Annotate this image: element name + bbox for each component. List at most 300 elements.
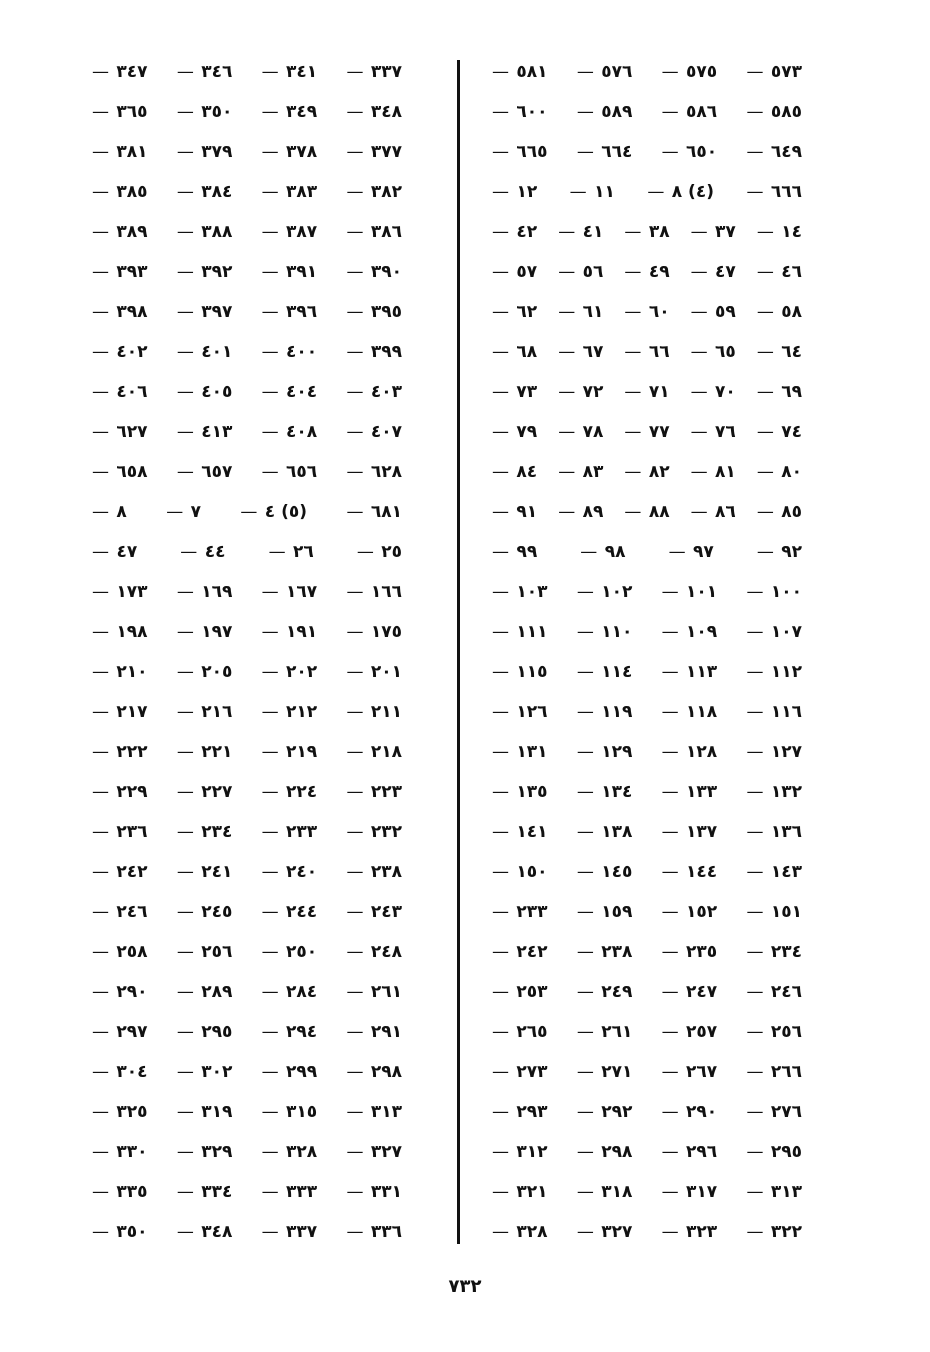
page-reference: ٢٢٢ — [92,732,148,772]
page-reference: ٢٩٠ — [662,1092,718,1132]
page-reference: ٦٨١ — [346,492,402,532]
number-line [492,812,802,852]
page-reference: ١٦٦ — [346,572,402,612]
number-line [92,172,402,212]
page-reference: ١٠٧ — [746,612,802,652]
number-line [92,652,402,692]
page-reference: ٢٤٨ — [346,932,402,972]
page-reference: ٢٤٧ — [662,972,718,1012]
page-reference: ٣٧٨ — [262,132,318,172]
page-reference: ٤٩ — [624,252,669,292]
page-reference: ٣١٣ — [346,1092,402,1132]
page-number: ٧٣٢ [448,1276,482,1297]
page-reference: ٣٤١ — [262,52,318,92]
page-reference: ٢٣٣ — [492,892,548,932]
page-reference: ٩٢ — [757,532,802,572]
page-reference: ٣٨٨ — [177,212,233,252]
page-reference: ٣٣١ — [346,1172,402,1212]
page-reference: ٥٨٦ — [662,92,718,132]
page-reference: ٢٢٩ — [92,772,148,812]
page-reference: ٦٦٦ — [746,172,802,212]
page-reference: ٦٠ — [624,292,669,332]
page-reference: ١٠٠ — [746,572,802,612]
page-reference: ٤٤ — [180,532,225,572]
number-line [92,572,402,612]
page-reference: ٢٥٠ — [262,932,318,972]
page-reference: ٨٠ — [757,452,802,492]
page-reference: ٣٢٢ — [746,1212,802,1252]
page-reference: ٣٢٣ — [662,1212,718,1252]
page-reference: ٤٠٤ — [262,372,318,412]
number-line [492,492,802,532]
page-reference: ٣٩٠ — [346,252,402,292]
page-reference: ٣٨٣ — [262,172,318,212]
number-line [492,612,802,652]
page-reference: ٢٤٢ — [92,852,148,892]
page-reference: ١٤٣ — [746,852,802,892]
page-reference: ٣١٣ — [746,1172,802,1212]
page-reference: ٥٦ — [558,252,603,292]
page-reference: ١٩٨ — [92,612,148,652]
page-reference: ١٥٢ — [662,892,718,932]
page-reference: ٣١٩ — [177,1092,233,1132]
page-reference: ٨٥ — [757,492,802,532]
page-reference: ٥٨٥ — [746,92,802,132]
number-line [492,1172,802,1212]
number-line [92,1052,402,1092]
page-reference: ٧٦ — [691,412,736,452]
page-reference: ٣٤٨ — [346,92,402,132]
page-reference: ١٥٠ — [492,852,548,892]
page-reference: ٢٣٨ — [346,852,402,892]
number-line [92,492,402,532]
page-reference: ٢٥٨ — [92,932,148,972]
left-number-column [92,52,402,1252]
page-reference: ٢٤٣ — [346,892,402,932]
page-reference: ٨٩ — [558,492,603,532]
page-reference: ٣٨٧ — [262,212,318,252]
page-reference: ٢٣٦ — [92,812,148,852]
page-reference: ٤١٣ — [177,412,233,452]
page-reference: ٢٩٩ — [262,1052,318,1092]
page-reference: ٥٧ — [492,252,537,292]
page-reference: ٢٤٦ — [746,972,802,1012]
page-reference: ٥٨٩ — [577,92,633,132]
page-reference: ١١٩ — [577,692,633,732]
page-reference: ١٢ — [492,172,537,212]
page-reference: ١٥١ — [746,892,802,932]
page-reference: ٦٥٨ — [92,452,148,492]
page-reference: ٣٢٧ — [346,1132,402,1172]
page-reference: ٢٢٣ — [346,772,402,812]
page-reference: ٣٩٩ — [346,332,402,372]
page-reference: ٣٨٥ — [92,172,148,212]
page-reference: ١٧٣ — [92,572,148,612]
page-reference: ٦٢٧ — [92,412,148,452]
page-reference: ٢٥٧ — [662,1012,718,1052]
page-reference: ١٦٩ — [177,572,233,612]
page-reference: ٧٤ — [757,412,802,452]
page-reference: ٤٠٥ — [177,372,233,412]
number-line [92,1132,402,1172]
number-line [92,1092,402,1132]
page-reference: ١٢٩ — [577,732,633,772]
page-reference: ٦٤٩ — [746,132,802,172]
page-reference: ٦١ — [558,292,603,332]
page-reference: ٢٢٤ — [262,772,318,812]
page-reference: ٨٤ — [492,452,537,492]
number-line [92,452,402,492]
page-reference: ٨٣ — [558,452,603,492]
number-line [92,692,402,732]
number-line [492,372,802,412]
page-reference: ٢٥٦ — [746,1012,802,1052]
page-reference: ٢٦١ — [577,1012,633,1052]
page-reference: ١٩١ — [262,612,318,652]
page-reference: ٢٥ — [357,532,402,572]
page-reference: ٦٠٠ — [492,92,548,132]
column-divider [457,60,460,1244]
page-reference: ١٣٧ — [662,812,718,852]
page-reference: ٣٤٦ — [177,52,233,92]
page-reference: ٢٧٣ — [492,1052,548,1092]
page-reference: ٦٩ — [757,372,802,412]
page-reference: ٩١ — [492,492,537,532]
page-reference: ٢٨٤ — [262,972,318,1012]
number-line [492,692,802,732]
number-line [92,52,402,92]
page-reference: (٥) ٤ — [240,492,307,532]
number-line [92,532,402,572]
page-reference: ٦٥٠ — [662,132,718,172]
page-reference: ١٣٦ — [746,812,802,852]
page-reference: ٢١٩ — [262,732,318,772]
number-line [492,932,802,972]
page-reference: ٤٦ — [757,252,802,292]
page-reference: ٧٧ — [624,412,669,452]
page-reference: ١٤ — [757,212,802,252]
page-reference: ٢٩٦ — [662,1132,718,1172]
page-reference: ٥٨ — [757,292,802,332]
page-reference: ١٣١ — [492,732,548,772]
page-reference: ٥٨١ — [492,52,548,92]
page-reference: ٣٥٠ — [92,1212,148,1252]
page-reference: ٤٠٦ — [92,372,148,412]
page-reference: ٢٧١ — [577,1052,633,1092]
page-reference: ٢٩٣ — [492,1092,548,1132]
page-reference: ٢٥٦ — [177,932,233,972]
page-reference: ٣٦٥ — [92,92,148,132]
page-reference: ٢٩٤ — [262,1012,318,1052]
page-reference: ٢٦٧ — [662,1052,718,1092]
number-line [92,92,402,132]
number-line [92,612,402,652]
page-reference: ١١٠ — [577,612,633,652]
page-reference: ٢١٦ — [177,692,233,732]
page-reference: ٦٦٤ — [577,132,633,172]
page-reference: ٣٩٧ — [177,292,233,332]
page-reference: ١٦٧ — [262,572,318,612]
page-reference: ٢١١ — [346,692,402,732]
page-reference: ٢٠١ — [346,652,402,692]
page-reference: ١٤٤ — [662,852,718,892]
page-reference: ٢٠٥ — [177,652,233,692]
page-reference: ٢٩٢ — [577,1092,633,1132]
page-reference: ٣٤٩ — [262,92,318,132]
page-reference: ٧٩ — [492,412,537,452]
page-reference: ٦٥ — [691,332,736,372]
page-reference: ١١١ — [492,612,548,652]
page-reference: ٣٨١ — [92,132,148,172]
page-reference: ٩٨ — [580,532,625,572]
page-reference: ٣٢٨ — [492,1212,548,1252]
number-line [92,772,402,812]
page-reference: ٤٠٣ — [346,372,402,412]
page-reference: ٣٨٩ — [92,212,148,252]
number-line [492,1012,802,1052]
page-reference: ٧٣ — [492,372,537,412]
page-reference: ١١ — [570,172,615,212]
page-reference: ٣١٨ — [577,1172,633,1212]
page-reference: ٢٤٢ — [492,932,548,972]
page-reference: ٢٩٥ — [746,1132,802,1172]
number-line [92,1012,402,1052]
page-reference: ٣٢٩ — [177,1132,233,1172]
page-reference: ٢٩٠ — [92,972,148,1012]
page-reference: ١٣٢ — [746,772,802,812]
page-reference: ٢٤٦ — [92,892,148,932]
number-line [92,1212,402,1252]
page-reference: ٣٣٠ — [92,1132,148,1172]
page-reference: ٤٠٨ — [262,412,318,452]
page-reference: ١٥٩ — [577,892,633,932]
number-line [492,852,802,892]
page-reference: ١٤٥ — [577,852,633,892]
number-line [492,972,802,1012]
number-line [492,172,802,212]
page-reference: ٢٣٤ — [746,932,802,972]
page-reference: ٢٤٤ — [262,892,318,932]
page-reference: ٦٦ — [624,332,669,372]
number-line [492,252,802,292]
number-line [92,252,402,292]
number-line [492,332,802,372]
page-reference: ٣٢٧ — [577,1212,633,1252]
page-reference: ٣٩١ — [262,252,318,292]
number-line [92,292,402,332]
page-reference: ٥٧٥ — [662,52,718,92]
page-reference: ٢١٠ — [92,652,148,692]
page-reference: ١١٢ — [746,652,802,692]
page-reference: ٥٧٣ — [746,52,802,92]
page-reference: ٦٨ — [492,332,537,372]
page-reference: ٣٩٨ — [92,292,148,332]
page-reference: ١٠٩ — [662,612,718,652]
page-reference: ٣٨٤ — [177,172,233,212]
page-reference: ٢١٧ — [92,692,148,732]
page-reference: ١١٦ — [746,692,802,732]
page-reference: ٣٩٥ — [346,292,402,332]
number-line [92,412,402,452]
page-reference: ٣٣٧ — [262,1212,318,1252]
page-reference: ٨٢ — [624,452,669,492]
page-reference: ١١٤ — [577,652,633,692]
page-reference: ٢٩٥ — [177,1012,233,1052]
page-reference: ٢٣٨ — [577,932,633,972]
number-line [492,532,802,572]
page-reference: ٢١٢ — [262,692,318,732]
page-reference: ١١٨ — [662,692,718,732]
page-reference: ٣٤٧ — [92,52,148,92]
number-line [92,932,402,972]
number-line [92,852,402,892]
page-reference: ٢٣٥ — [662,932,718,972]
page-reference: ٤٠١ — [177,332,233,372]
page-reference: ٢٦ — [269,532,314,572]
page-reference: ٢٣٣ — [262,812,318,852]
page-reference: ٣٨٢ — [346,172,402,212]
page-reference: ٤١ — [558,212,603,252]
number-line [92,212,402,252]
page-reference: ٢٨٩ — [177,972,233,1012]
page-reference: ١٢٨ — [662,732,718,772]
page-reference: ٢٦١ — [346,972,402,1012]
page-reference: ٢٤٠ — [262,852,318,892]
page-reference: ٦٤ — [757,332,802,372]
number-line [92,1172,402,1212]
page-reference: ٣٧ — [691,212,736,252]
page-reference: ١٢٧ — [746,732,802,772]
page-reference: ٤٢ — [492,212,537,252]
page-reference: ٢٤٩ — [577,972,633,1012]
page-reference: ٣٩٦ — [262,292,318,332]
page-reference: ٢٣٤ — [177,812,233,852]
page-reference: ٢٣٢ — [346,812,402,852]
page-reference: ٤٧ — [691,252,736,292]
page-reference: ٣١٢ — [492,1132,548,1172]
page-reference: ٣٢٥ — [92,1092,148,1132]
page-reference: ٧ — [166,492,201,532]
number-line [492,452,802,492]
page-reference: ٢٤٥ — [177,892,233,932]
page-reference: ٣٣٥ — [92,1172,148,1212]
page-reference: ٦٥٦ — [262,452,318,492]
number-line [92,892,402,932]
right-number-column [492,52,802,1252]
number-line [92,132,402,172]
page-reference: ٦٦٥ — [492,132,548,172]
page-reference: ٢٢٧ — [177,772,233,812]
page-reference: ٧٨ — [558,412,603,452]
page-reference: ٣١٥ — [262,1092,318,1132]
page-reference: ١١٣ — [662,652,718,692]
page-reference: ٣٣٧ — [346,52,402,92]
page-reference: ٣٥٠ — [177,92,233,132]
page-reference: ٣٤٨ — [177,1212,233,1252]
page-reference: ٧٢ — [558,372,603,412]
page-reference: ٣٩٣ — [92,252,148,292]
page-reference: ٧١ — [624,372,669,412]
page-reference: ٢٥٣ — [492,972,548,1012]
page-reference: ٣١٧ — [662,1172,718,1212]
page-reference: ٣٣٤ — [177,1172,233,1212]
page-reference: ١٠٢ — [577,572,633,612]
page-reference: ١٣٥ — [492,772,548,812]
page-reference: ٣٢٨ — [262,1132,318,1172]
page-reference: ٣٠٢ — [177,1052,233,1092]
number-line [492,412,802,452]
number-line [492,572,802,612]
page-reference: ٦٢٨ — [346,452,402,492]
number-line [492,52,802,92]
page-reference: ٢٦٥ — [492,1012,548,1052]
number-line [492,292,802,332]
page-reference: ٤٧ — [92,532,137,572]
page-reference: ٢٩١ — [346,1012,402,1052]
page-reference: ١٧٥ — [346,612,402,652]
page-reference: ٩٩ — [492,532,537,572]
page-reference: ٨٦ — [691,492,736,532]
page-reference: ٩٧ — [669,532,714,572]
page-reference: ٣٧٩ — [177,132,233,172]
page-reference: ٧٠ — [691,372,736,412]
number-line [492,1052,802,1092]
page-reference: ٢٦٦ — [746,1052,802,1092]
page-reference: ٤٠٠ — [262,332,318,372]
page-reference: ٢٤١ — [177,852,233,892]
page-reference: ٣٨ — [624,212,669,252]
page-reference: ١٣٣ — [662,772,718,812]
number-line [92,972,402,1012]
page-reference: ٢٩٨ — [346,1052,402,1092]
number-line [492,892,802,932]
number-line [492,212,802,252]
number-line [492,772,802,812]
number-line [492,92,802,132]
page-reference: ٣٩٢ — [177,252,233,292]
page-reference: ٥٩ — [691,292,736,332]
page-reference: ٢٩٨ — [577,1132,633,1172]
page-reference: ٦٥٧ — [177,452,233,492]
page-reference: ٨ — [92,492,127,532]
page-reference: ٢٩٧ — [92,1012,148,1052]
number-line [92,332,402,372]
number-line [492,732,802,772]
page-reference: ٤٠٢ — [92,332,148,372]
page-reference: ٢٧٦ — [746,1092,802,1132]
number-line [92,732,402,772]
page-reference: ٥٧٦ — [577,52,633,92]
page-reference: ٣٢١ — [492,1172,548,1212]
number-line [492,1092,802,1132]
number-line [492,652,802,692]
page-reference: ١٠٣ — [492,572,548,612]
page-reference: ٤٠٧ — [346,412,402,452]
page-reference: ٨١ — [691,452,736,492]
page-reference: ١٢٦ — [492,692,548,732]
page-reference: (٤) ٨ — [647,172,714,212]
page-reference: ٢٠٢ — [262,652,318,692]
page-reference: ٢١٨ — [346,732,402,772]
page-reference: ٨٨ — [624,492,669,532]
page-reference: ١٩٧ — [177,612,233,652]
number-line [492,132,802,172]
number-line [492,1132,802,1172]
page-reference: ١٣٤ — [577,772,633,812]
page-reference: ١٠١ — [662,572,718,612]
number-line [492,1212,802,1252]
page-reference: ٣٣٦ — [346,1212,402,1252]
